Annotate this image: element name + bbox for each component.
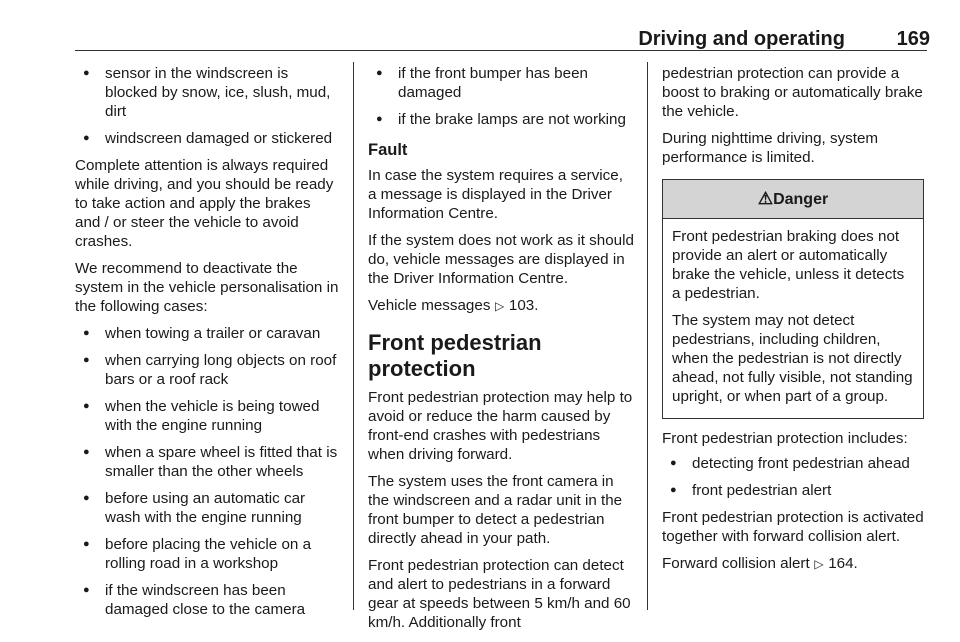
- list-item: ● when a spare wheel is fitted that is smaller than the other wheels: [75, 443, 340, 481]
- danger-title: Danger: [773, 191, 829, 208]
- vehicle-messages-reference: [368, 296, 634, 316]
- danger-box: [662, 179, 924, 419]
- fpp-paragraph-1: Front pedestrian protection may help to avoid or reduce the harm caused by front-end crashes with pedestrians when driving forward.: [368, 389, 633, 463]
- nighttime-paragraph: During nighttime driving, system performance is limited.: [662, 130, 879, 166]
- column-2: [368, 64, 634, 640]
- fault-heading: Fault: [368, 141, 408, 159]
- attention-paragraph: Complete attention is always required while driving, and you should be ready to take action and apply the brakes and / or steer the vehicle to avoid crashes.: [75, 157, 334, 250]
- danger-header: [663, 180, 923, 219]
- includes-intro: Front pedestrian protection includes:: [662, 430, 908, 447]
- deactivate-cases-list: [75, 324, 340, 619]
- list-item: ● before using an automatic car wash with the engine running: [75, 489, 340, 527]
- warning-triangle-icon: ⚠: [757, 189, 774, 208]
- column-divider-1: [353, 62, 354, 610]
- list-item: ● before placing the vehicle on a rolling road in a workshop: [75, 535, 340, 573]
- activation-paragraph: Front pedestrian protection is activated together with forward collision alert.: [662, 509, 924, 545]
- fca-text: Forward collision alert: [662, 555, 810, 572]
- header-rule: [75, 50, 927, 51]
- list-item: ● windscreen damaged or stickered: [75, 129, 340, 148]
- page-reference-icon: ▷: [814, 557, 824, 571]
- fca-page-link[interactable]: 164.: [828, 555, 858, 572]
- fpp-paragraph-4: pedestrian protection can provide a boost to braking or automatically brake the vehicle.: [662, 65, 923, 120]
- section-heading: Front pedestrian protection: [368, 330, 542, 381]
- fpp-paragraph-2: The system uses the front camera in the windscreen and a radar unit in the front bumper to detect a pedestrian directly ahead in your path.: [368, 473, 623, 547]
- fault-paragraph-1: In case the system requires a service, a message is displayed in the Driver Information Centre.: [368, 167, 623, 222]
- list-item: ● when carrying long objects on roof bars or a roof rack: [75, 351, 340, 389]
- recommend-paragraph: We recommend to deactivate the system in the vehicle personalisation in the following cases:: [75, 260, 339, 315]
- list-item: ● sensor in the windscreen is blocked by snow, ice, slush, mud, dirt: [75, 64, 340, 121]
- list-item: ● if the front bumper has been damaged: [368, 64, 634, 102]
- page-number: 169: [896, 28, 930, 50]
- column-divider-2: [647, 62, 648, 610]
- fca-reference: [662, 554, 924, 574]
- fault-paragraph-2: If the system does not work as it should do, vehicle messages are displayed in the Driver Information Centre.: [368, 232, 634, 287]
- list-item: ● when towing a trailer or caravan: [75, 324, 340, 343]
- column-1: [75, 64, 340, 627]
- list-item: ● front pedestrian alert: [662, 481, 924, 500]
- vehicle-messages-page-link[interactable]: 103.: [508, 297, 539, 314]
- page-title: Driving and operating: [638, 28, 845, 50]
- page-reference-icon: ▷: [495, 299, 505, 313]
- danger-paragraph-1: Front pedestrian braking does not provide an alert or automatically brake the vehicle, unless it detects a pedestrian.: [672, 228, 905, 302]
- danger-paragraph-2: The system may not detect pedestrians, including children, when the pedestrian is not directly ahead, not fully visible, not standing upright, or when part of a group.: [672, 312, 913, 405]
- sensor-conditions-list: [75, 64, 340, 148]
- fpp-paragraph-3: Front pedestrian protection can detect and alert to pedestrians in a forward gear at speeds between 5 km/h and 60 km/h. Additionally front: [368, 557, 631, 631]
- danger-body: [663, 219, 923, 418]
- deactivate-cases-list-continued: [368, 64, 634, 129]
- list-item: ● when the vehicle is being towed with the engine running: [75, 397, 340, 435]
- includes-list: [662, 454, 924, 500]
- list-item: ● if the windscreen has been damaged close to the camera: [75, 581, 340, 619]
- vehicle-messages-text: Vehicle messages: [368, 297, 491, 314]
- list-item: ● detecting front pedestrian ahead: [662, 454, 924, 473]
- list-item: ● if the brake lamps are not working: [368, 110, 634, 129]
- column-3: [662, 64, 924, 582]
